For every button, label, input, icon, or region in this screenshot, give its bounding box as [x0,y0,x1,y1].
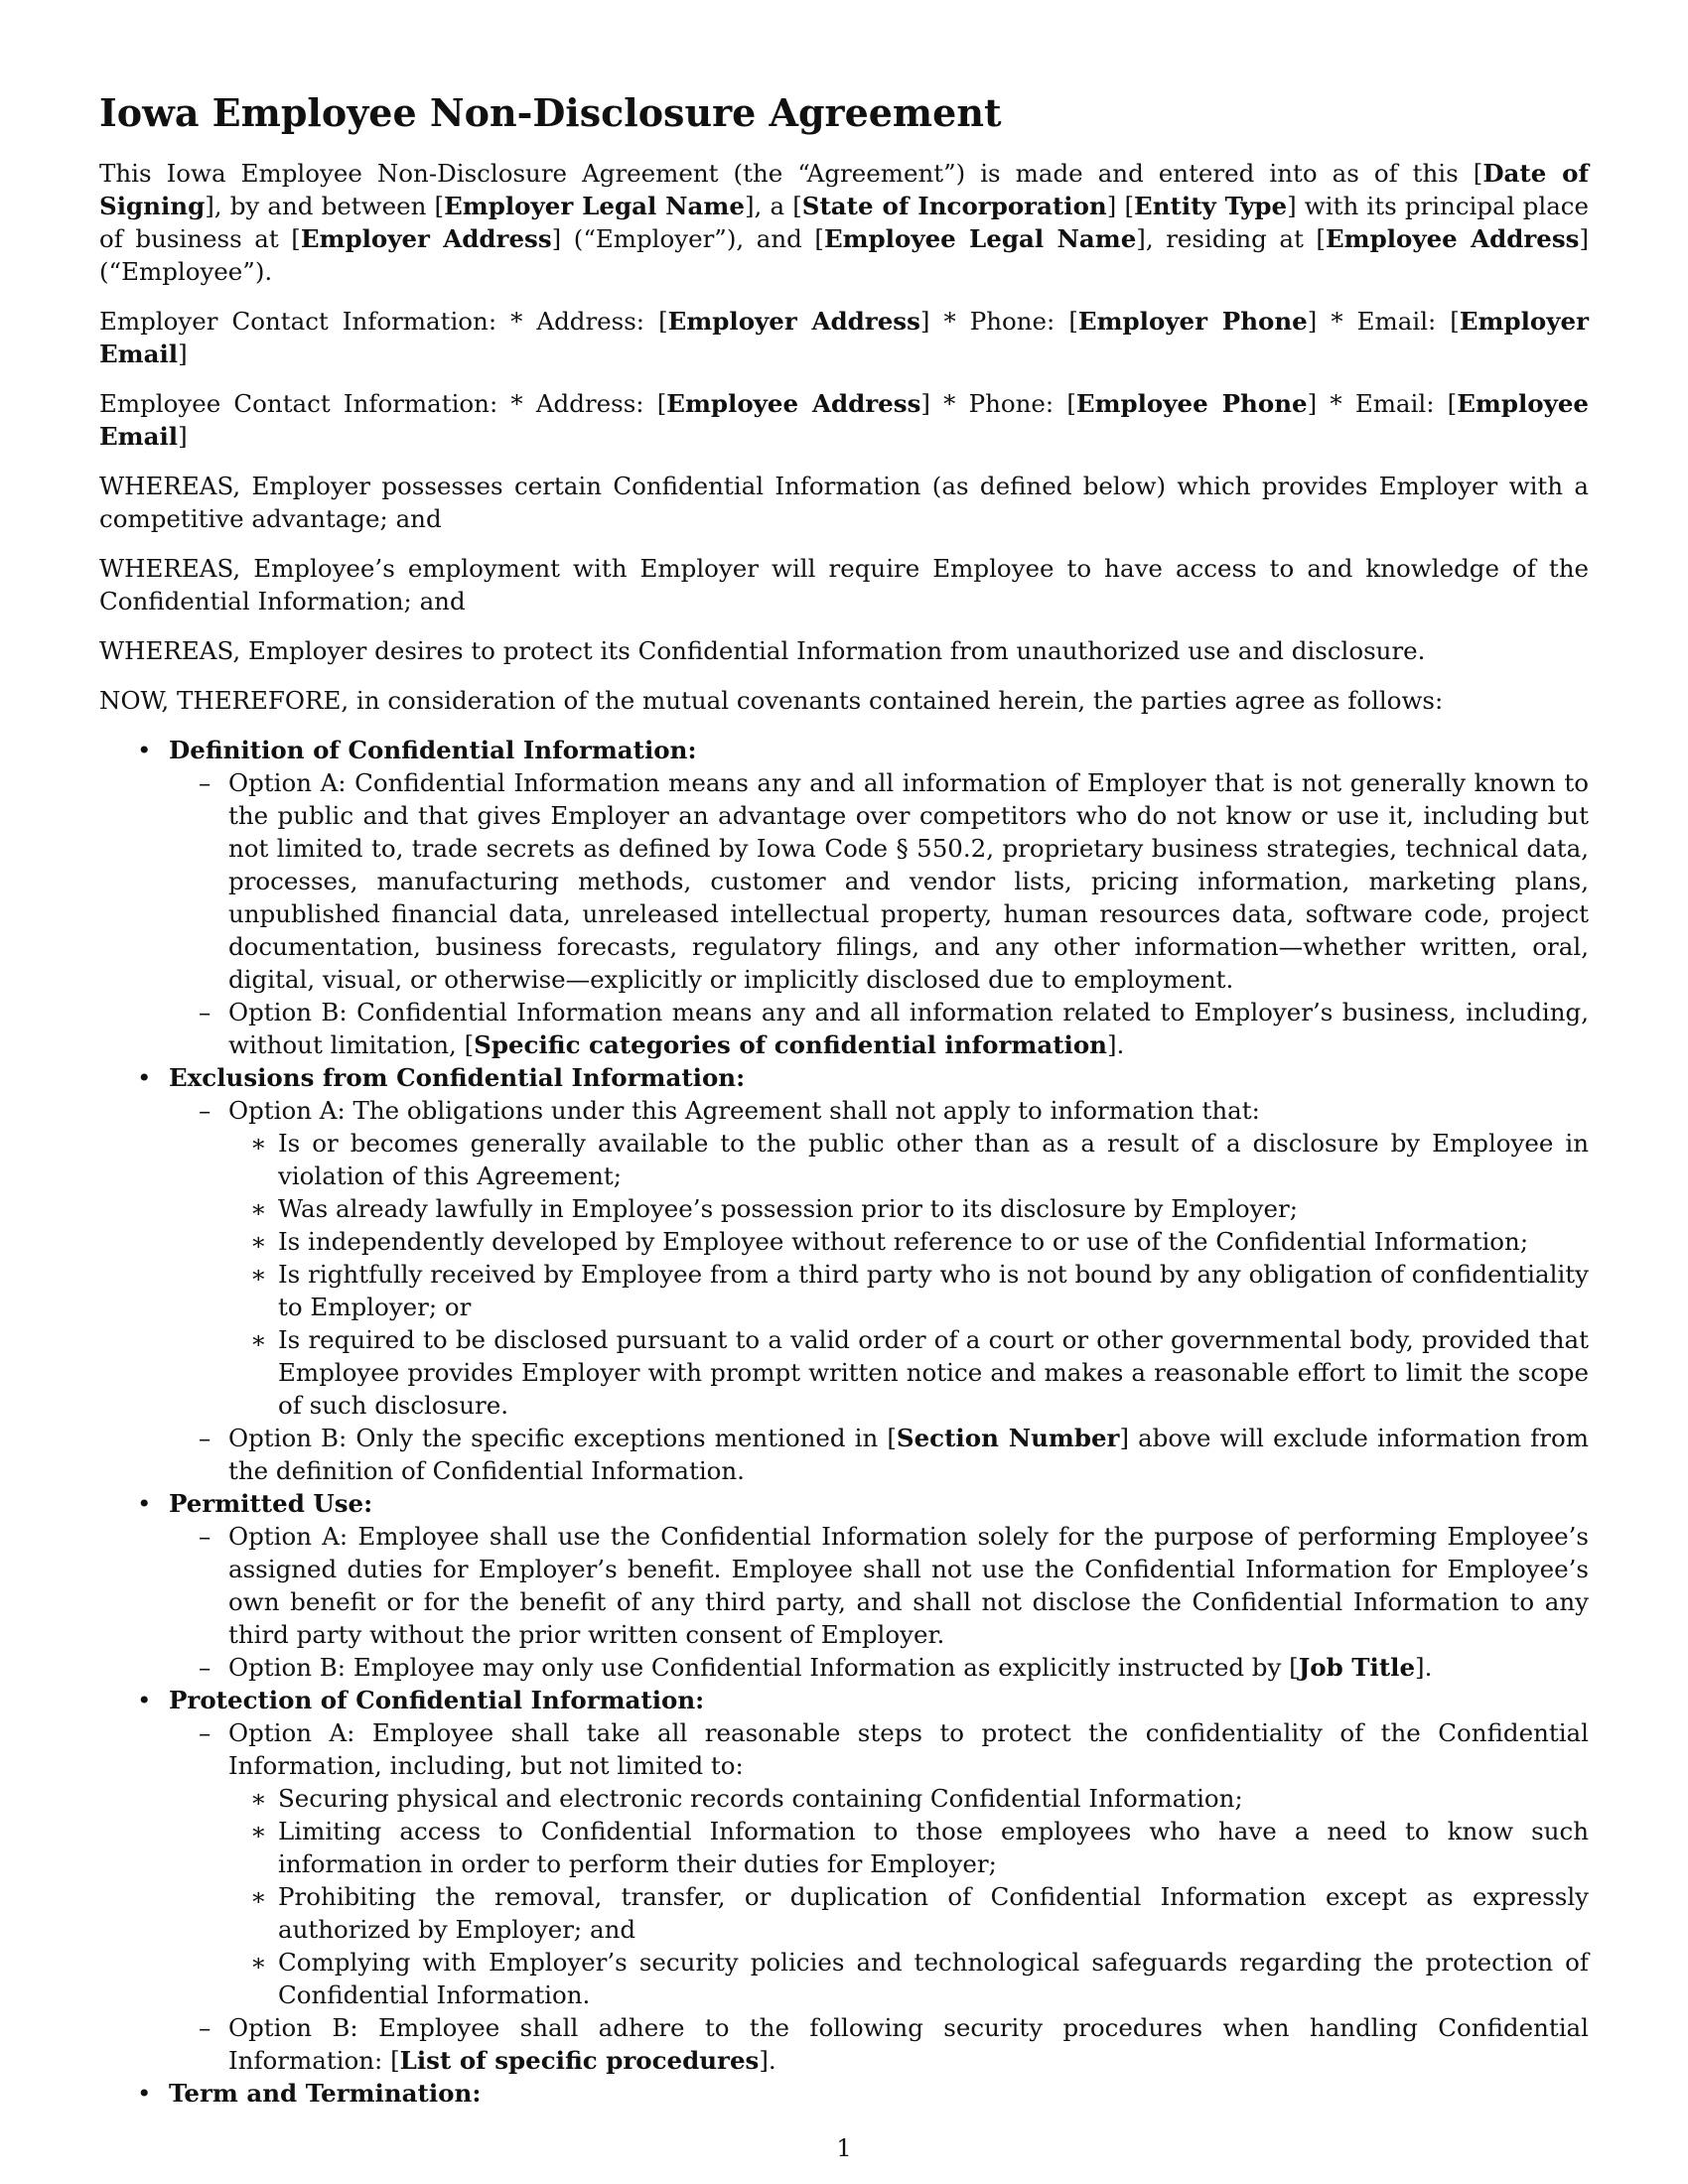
section-heading: Permitted Use: [169,1489,373,1518]
employee-email-placeholder: Employee Email [99,389,1590,451]
contact-text: ] * Email: [ [1307,389,1458,418]
section-number-placeholder: Section Number [896,1424,1120,1452]
contact-text: ] [178,340,188,368]
sections-list [99,734,1589,2110]
option-text: ]. [1106,1030,1125,1059]
options-list [169,1520,1589,1684]
employer-address-placeholder: Employer Address [667,307,920,336]
intro-text: ] [ [1106,192,1135,220]
exclusion-items [228,1127,1589,1422]
intro-text: ] (“Employee”). [99,224,1589,286]
employer-name-placeholder: Employer Legal Name [444,192,745,220]
recital-2: WHEREAS, Employee’s employment with Employer will require Employee to have access to and knowledge of the Confidential Information; and [99,554,1589,615]
recital-1: WHEREAS, Employer possesses certain Confidential Information (as defined below) which provides Employer with a competitive advantage; and [99,472,1589,533]
list-item: ∗ Is or becomes generally available to the public other than as a result of a disclosure by Employee in violation of this Agreement; [228,1127,1589,1192]
contact-text: ] [178,422,188,451]
options-list [169,1716,1589,2077]
procedures-placeholder: List of specific procedures [399,2046,760,2075]
job-title-placeholder: Job Title [1298,1653,1416,1682]
list-item: ∗ Is rightfully received by Employee from a third party who is not bound by any obligation of confidentiality to Employer; or [228,1258,1589,1323]
intro-text: ], by and between [ [205,192,445,220]
option-a [169,1716,1589,2011]
option-b [169,2011,1589,2077]
contact-text: ] * Email: [ [1307,307,1460,336]
option-b [169,996,1589,1061]
option-a [169,1094,1589,1422]
list-item: ∗ Was already lawfully in Employee’s possession prior to its disclosure by Employer; [228,1192,1589,1225]
employee-name-placeholder: Employee Legal Name [823,224,1137,253]
page-number: 1 [836,2134,852,2162]
employer-email-placeholder: Employer Email [99,307,1589,368]
employer-address-placeholder: Employer Address [300,224,552,253]
section-permitted-use [99,1487,1589,1684]
intro-text: ], a [ [744,192,802,220]
list-item: ∗ Is required to be disclosed pursuant to a valid order of a court or other governmental body, provided that Employee provides Employer with prompt written notice and makes a reasonable effort to limit the scope of such disclosure. [228,1323,1589,1422]
list-item: ∗ Prohibiting the removal, transfer, or duplication of Confidential Information except as expressly authorized by Employer; and [228,1880,1589,1946]
recital-now-therefore: NOW, THEREFORE, in consideration of the mutual covenants contained herein, the parties agree as follows: [99,686,1444,715]
option-text: ] above will exclude information from the definition of Confidential Information. [228,1424,1589,1485]
intro-text: ] (“Employer”), and [ [551,224,824,253]
option-text: Option B: Employee may only use Confidential Information as explicitly instructed by [ [228,1653,1299,1682]
state-placeholder: State of Incorporation [801,192,1107,220]
list-item: ∗ Securing physical and electronic records containing Confidential Information; [228,1782,1589,1815]
option-text: Option A: Employee shall take all reasonable steps to protect the confidentiality of the Confidential Information, including, but not limited to: [228,1718,1589,1780]
protection-items [228,1782,1589,2011]
list-item: ∗ Is independently developed by Employee without reference to or use of the Confidential Information; [228,1225,1589,1258]
option-text: Option B: Confidential Information means any and all information related to Employer’s business, including, without limitation, [ [228,998,1589,1059]
option-a: – Option A: Confidential Information means any and all information of Employer that is not generally known to the public and that gives Employer an advantage over competitors who do not know or use it, including but not limited to, trade secrets as defined by Iowa Code § 550.2, proprietary business strategies, technical data, processes, manufacturing methods, customer and vendor lists, pricing information, marketing plans, unpublished financial data, unreleased intellectual property, human resources data, software code, project documentation, business forecasts, regulatory filings, and any other information—whether written, oral, digital, visual, or otherwise—explicitly or implicitly disclosed due to employment. [169,766,1589,996]
section-term [99,2077,1589,2110]
contact-text: ] * Phone: [ [919,307,1078,336]
section-protection [99,1684,1589,2077]
date-placeholder: Date of Signing [99,159,1589,220]
intro-text: ] with its principal place of business at [ [99,192,1590,253]
list-item: ∗ Complying with Employer’s security policies and technological safeguards regarding the protection of Confidential Information. [228,1946,1589,2011]
options-list [169,1094,1589,1487]
section-heading: Protection of Confidential Information: [169,1686,705,1714]
intro-text: ], residing at [ [1136,224,1326,253]
document-title: Iowa Employee Non-Disclosure Agreement [99,90,1002,135]
document-page [99,79,1589,2110]
section-heading: Definition of Confidential Information: [169,736,697,764]
section-exclusions [99,1061,1589,1487]
employer-contact-paragraph [99,305,1589,370]
section-heading: Term and Termination: [169,2079,482,2108]
option-a: – Option A: Employee shall use the Confidential Information solely for the purpose of performing Employee’s assigned duties for Employer’s benefit. Employee shall not use the Confidential Information for Employee’s own benefit or for the benefit of any third party, and shall not disclose the Confidential Information to any third party without the prior written consent of Employer. [169,1520,1589,1651]
list-item: ∗ Limiting access to Confidential Information to those employees who have a need to know such information in order to perform their duties for Employer; [228,1815,1589,1880]
intro-paragraph [99,157,1589,288]
section-definition [99,734,1589,1061]
contact-text: ] * Phone: [ [920,389,1076,418]
entity-type-placeholder: Entity Type [1134,192,1288,220]
option-text: Option B: Employee shall adhere to the following security procedures when handling Confidential Information: [ [228,2013,1589,2075]
contact-text: Employer Contact Information: * Address: [ [99,307,668,336]
section-heading: Exclusions from Confidential Information: [169,1063,746,1092]
employee-phone-placeholder: Employee Phone [1075,389,1308,418]
option-text: Option A: The obligations under this Agreement shall not apply to information that: [228,1096,1260,1125]
option-text: ]. [1415,1653,1433,1682]
intro-text: This Iowa Employee Non-Disclosure Agreement (the “Agreement”) is made and entered into as of this [ [99,159,1483,188]
option-text: Option B: Only the specific exceptions mentioned in [ [228,1424,897,1452]
recital-3: WHEREAS, Employer desires to protect its Confidential Information from unauthorized use and disclosure. [99,636,1426,665]
categories-placeholder: Specific categories of confidential information [474,1030,1107,1059]
option-b [169,1651,1589,1684]
employee-address-placeholder: Employee Address [1325,224,1580,253]
options-list [169,766,1589,1061]
employee-contact-paragraph [99,387,1589,453]
employee-address-placeholder: Employee Address [666,389,921,418]
employer-phone-placeholder: Employer Phone [1077,307,1308,336]
contact-text: Employee Contact Information: * Address: [ [99,389,667,418]
option-text: ]. [759,2046,776,2075]
option-b [169,1422,1589,1487]
